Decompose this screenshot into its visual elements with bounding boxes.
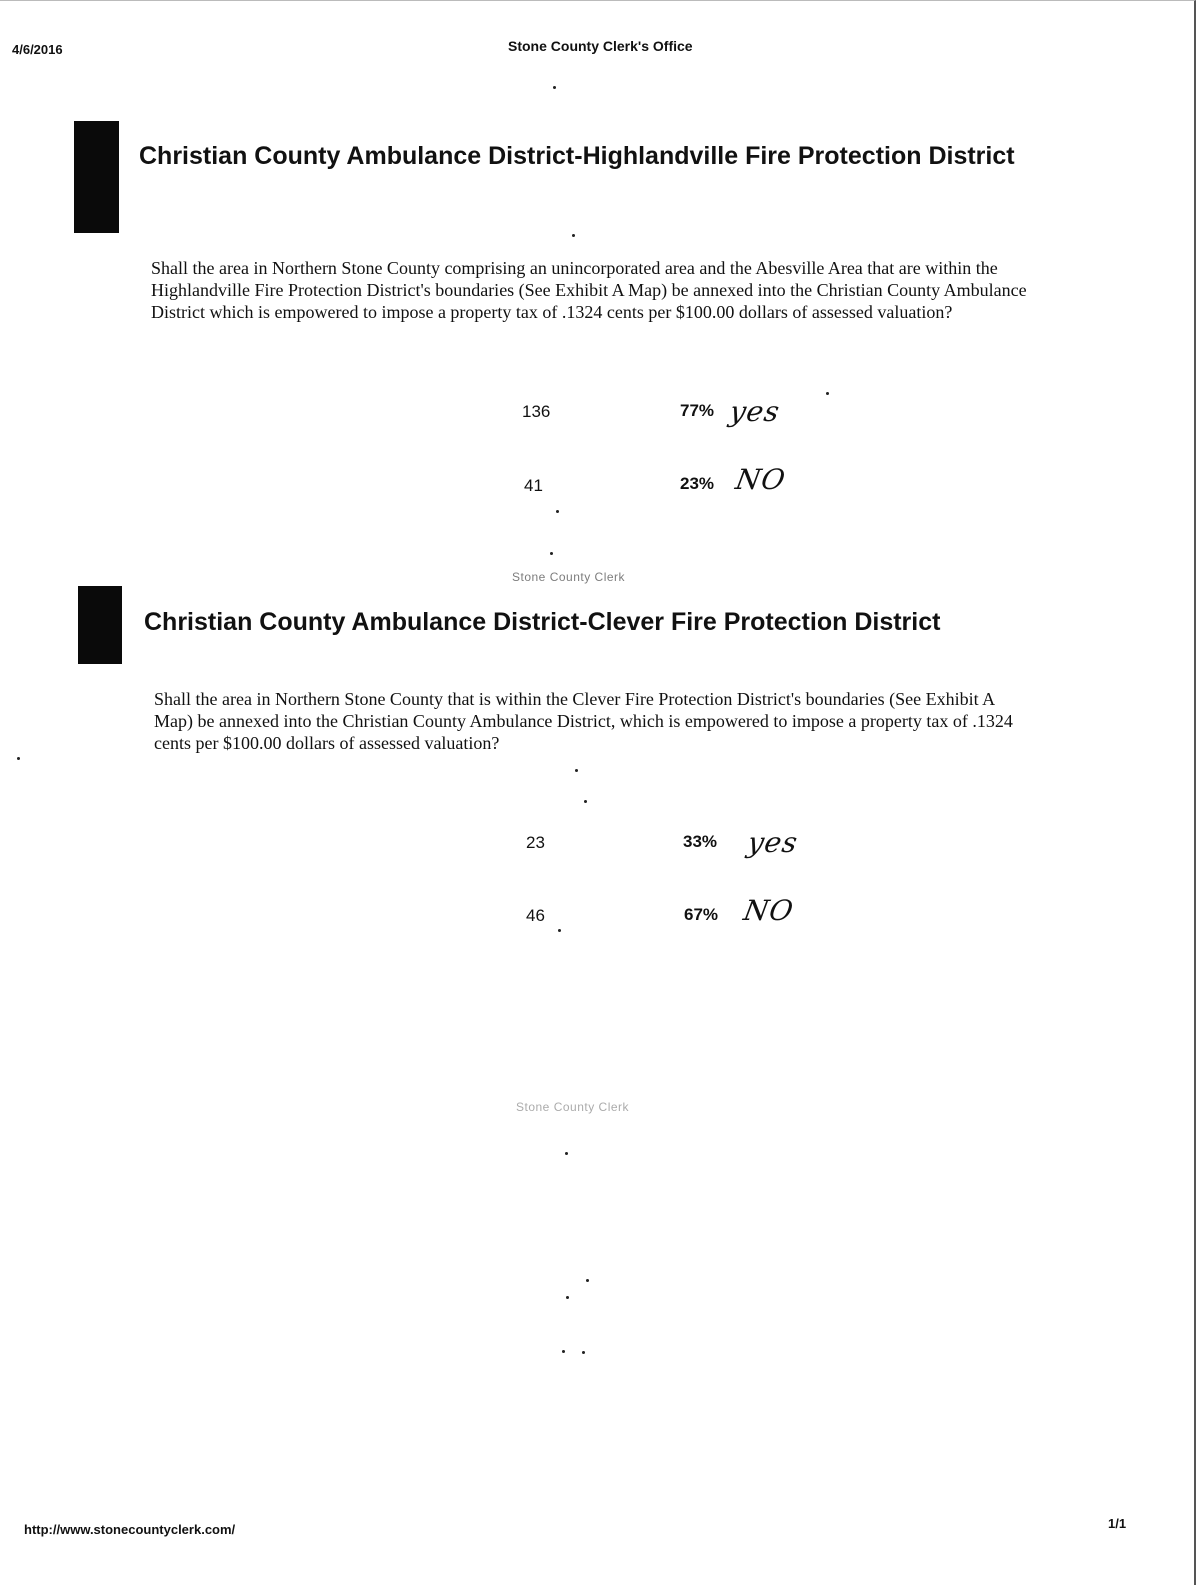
yes-vote-count: 23 [526,833,545,852]
section-title: Christian County Ambulance District-Clever Fire Protection District [144,608,941,636]
scan-speck [553,86,556,89]
yes-vote-percent: 77% [680,401,715,420]
handwritten-no: NO [733,463,789,496]
scan-speck [566,1296,569,1299]
scan-speck [584,800,587,803]
no-vote-percent: 23% [680,474,715,493]
office-header: Stone County Clerk's Office [508,38,693,54]
clerk-stamp: Stone County Clerk [516,1100,630,1114]
scan-speck [565,1152,568,1155]
scan-speck [558,929,561,932]
print-date: 4/6/2016 [12,42,63,57]
scan-speck [575,769,578,772]
ballot-question: Shall the area in Northern Stone County that is within the Clever Fire Protection District's boundaries (See Exhibit A Map) be annexed into the Christian County Ambulance District, which is empowered to impose a property tax of .1324 cents per $100.00 dollars of assessed valuation? [154,689,1013,753]
section-title: Christian County Ambulance District-Highlandville Fire Protection District [139,142,1015,170]
scan-speck [562,1350,565,1353]
scan-speck [17,757,20,760]
scan-speck [826,392,829,395]
handwritten-yes: yes [745,826,801,859]
handwritten-no: NO [741,894,797,927]
page-number: 1/1 [1108,1516,1127,1531]
no-vote-percent: 67% [684,905,719,924]
ballot-question: Shall the area in Northern Stone County comprising an unincorporated area and the Abesville Area that are within the Highlandville Fire Protection District's boundaries (See Exhibit A Map) be annexed into the Christian County Ambulance District which is empowered to impose a property tax of .1324 cents per $100.00 dollars of assessed valuation? [151,258,1027,322]
no-vote-count: 46 [526,906,545,925]
scan-speck [582,1351,585,1354]
scan-speck [572,234,575,237]
yes-vote-count: 136 [522,402,551,421]
scan-speck [586,1279,589,1282]
no-vote-count: 41 [524,476,543,495]
yes-vote-percent: 33% [683,832,718,851]
clerk-stamp: Stone County Clerk [512,570,626,584]
footer-url: http://www.stonecountyclerk.com/ [24,1522,236,1537]
handwritten-yes: yes [727,395,783,428]
section-marker-bar [78,586,122,664]
scan-speck [556,510,559,513]
section-marker-bar [74,121,119,233]
scan-speck [550,552,553,555]
